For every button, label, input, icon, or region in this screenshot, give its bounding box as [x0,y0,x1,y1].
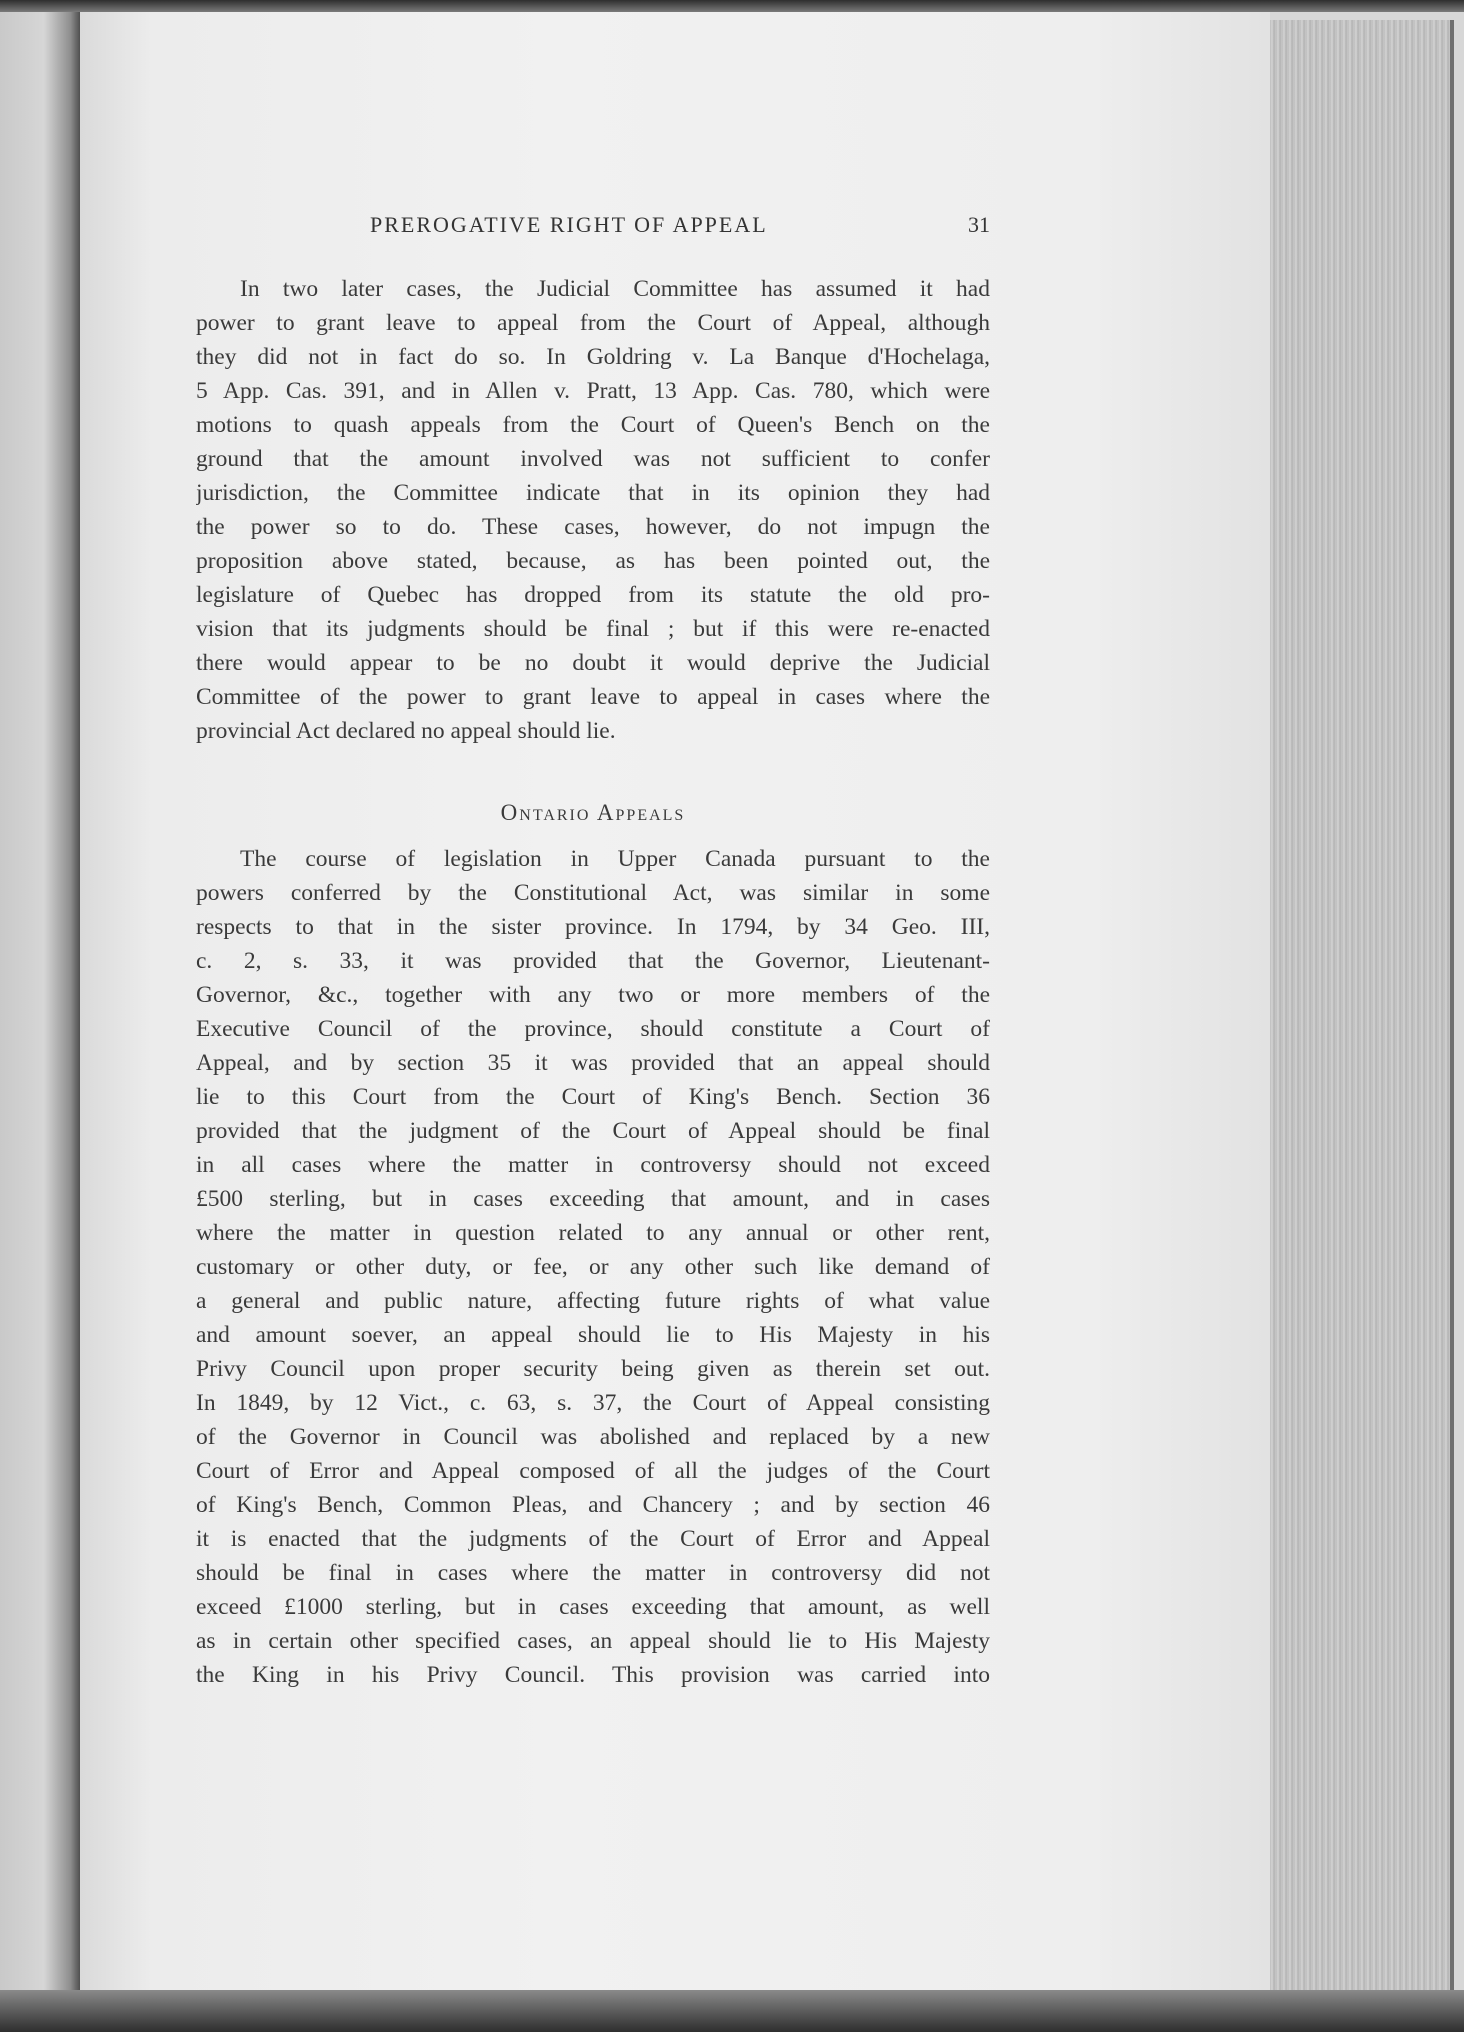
text-line: £500 sterling, but in cases exceeding that amount, and in cases [196,1186,990,1212]
text-line: lie to this Court from the Court of King's Bench. Section 36 [196,1084,990,1110]
text-line: Executive Council of the province, should constitute a Court of [196,1016,990,1042]
text-line: there would appear to be no doubt it would deprive the Judicial [196,650,990,676]
text-line: and amount soever, an appeal should lie to His Majesty in his [196,1322,990,1348]
text-line: In two later cases, the Judicial Committee has assumed it had [240,276,990,302]
text-line: Court of Error and Appeal composed of all the judges of the Court [196,1458,990,1484]
text-line: respects to that in the sister province. In 1794, by 34 Geo. III, [196,914,990,940]
text-line: Appeal, and by section 35 it was provided that an appeal should [196,1050,990,1076]
scan-bottom-border [0,1990,1464,2032]
scan-top-border [0,0,1464,12]
text-line: The course of legislation in Upper Canada pursuant to the [240,846,990,872]
text-line: of King's Bench, Common Pleas, and Chancery ; and by section 46 [196,1492,990,1518]
section-heading: Ontario Appeals [500,800,686,825]
previous-page-edge [0,0,80,2032]
text-line: where the matter in question related to any annual or other rent, [196,1220,990,1246]
text-line: motions to quash appeals from the Court of Queen's Bench on the [196,412,990,438]
running-head-title: PREROGATIVE RIGHT OF APPEAL [370,212,768,237]
text-line: proposition above stated, because, as has been pointed out, the [196,548,990,574]
text-line: 5 App. Cas. 391, and in Allen v. Pratt, 13 App. Cas. 780, which were [196,378,990,404]
text-line: power to grant leave to appeal from the Court of Appeal, although [196,310,990,336]
text-line: should be final in cases where the matter in controversy did not [196,1560,990,1586]
paragraph-quebec-cases [196,272,990,748]
text-line: provincial Act declared no appeal should lie. [196,718,616,744]
text-line: Committee of the power to grant leave to appeal in cases where the [196,684,990,710]
text-line: as in certain other specified cases, an appeal should lie to His Majesty [196,1628,990,1654]
text-line: In 1849, by 12 Vict., c. 63, s. 37, the Court of Appeal consisting [196,1390,990,1416]
text-line: in all cases where the matter in controversy should not exceed [196,1152,990,1178]
body-text [196,272,990,1692]
text-line: exceed £1000 sterling, but in cases exceeding that amount, as well [196,1594,990,1620]
running-head [190,212,990,252]
text-line: Governor, &c., together with any two or more members of the [196,982,990,1008]
text-line: vision that its judgments should be final ; but if this were re-enacted [196,616,990,642]
page-block-edges [1270,20,1454,1995]
text-line: it is enacted that the judgments of the Court of Error and Appeal [196,1526,990,1552]
text-line: of the Governor in Council was abolished and replaced by a new [196,1424,990,1450]
text-line: ground that the amount involved was not sufficient to confer [196,446,990,472]
text-line: c. 2, s. 33, it was provided that the Governor, Lieutenant- [196,948,990,974]
text-line: legislature of Quebec has dropped from its statute the old pro- [196,582,990,608]
text-line: the power so to do. These cases, however, do not impugn the [196,514,990,540]
text-line: powers conferred by the Constitutional Act, was similar in some [196,880,990,906]
text-line: the King in his Privy Council. This provision was carried into [196,1662,990,1688]
text-line: Privy Council upon proper security being given as therein set out. [196,1356,990,1382]
text-line: a general and public nature, affecting future rights of what value [196,1288,990,1314]
text-line: provided that the judgment of the Court of Appeal should be final [196,1118,990,1144]
text-line: jurisdiction, the Committee indicate that in its opinion they had [196,480,990,506]
text-line: customary or other duty, or fee, or any other such like demand of [196,1254,990,1280]
page-number: 31 [968,212,990,237]
paragraph-ontario-appeals [196,842,990,1692]
text-line: they did not in fact do so. In Goldring v. La Banque d'Hochelaga, [196,344,990,370]
